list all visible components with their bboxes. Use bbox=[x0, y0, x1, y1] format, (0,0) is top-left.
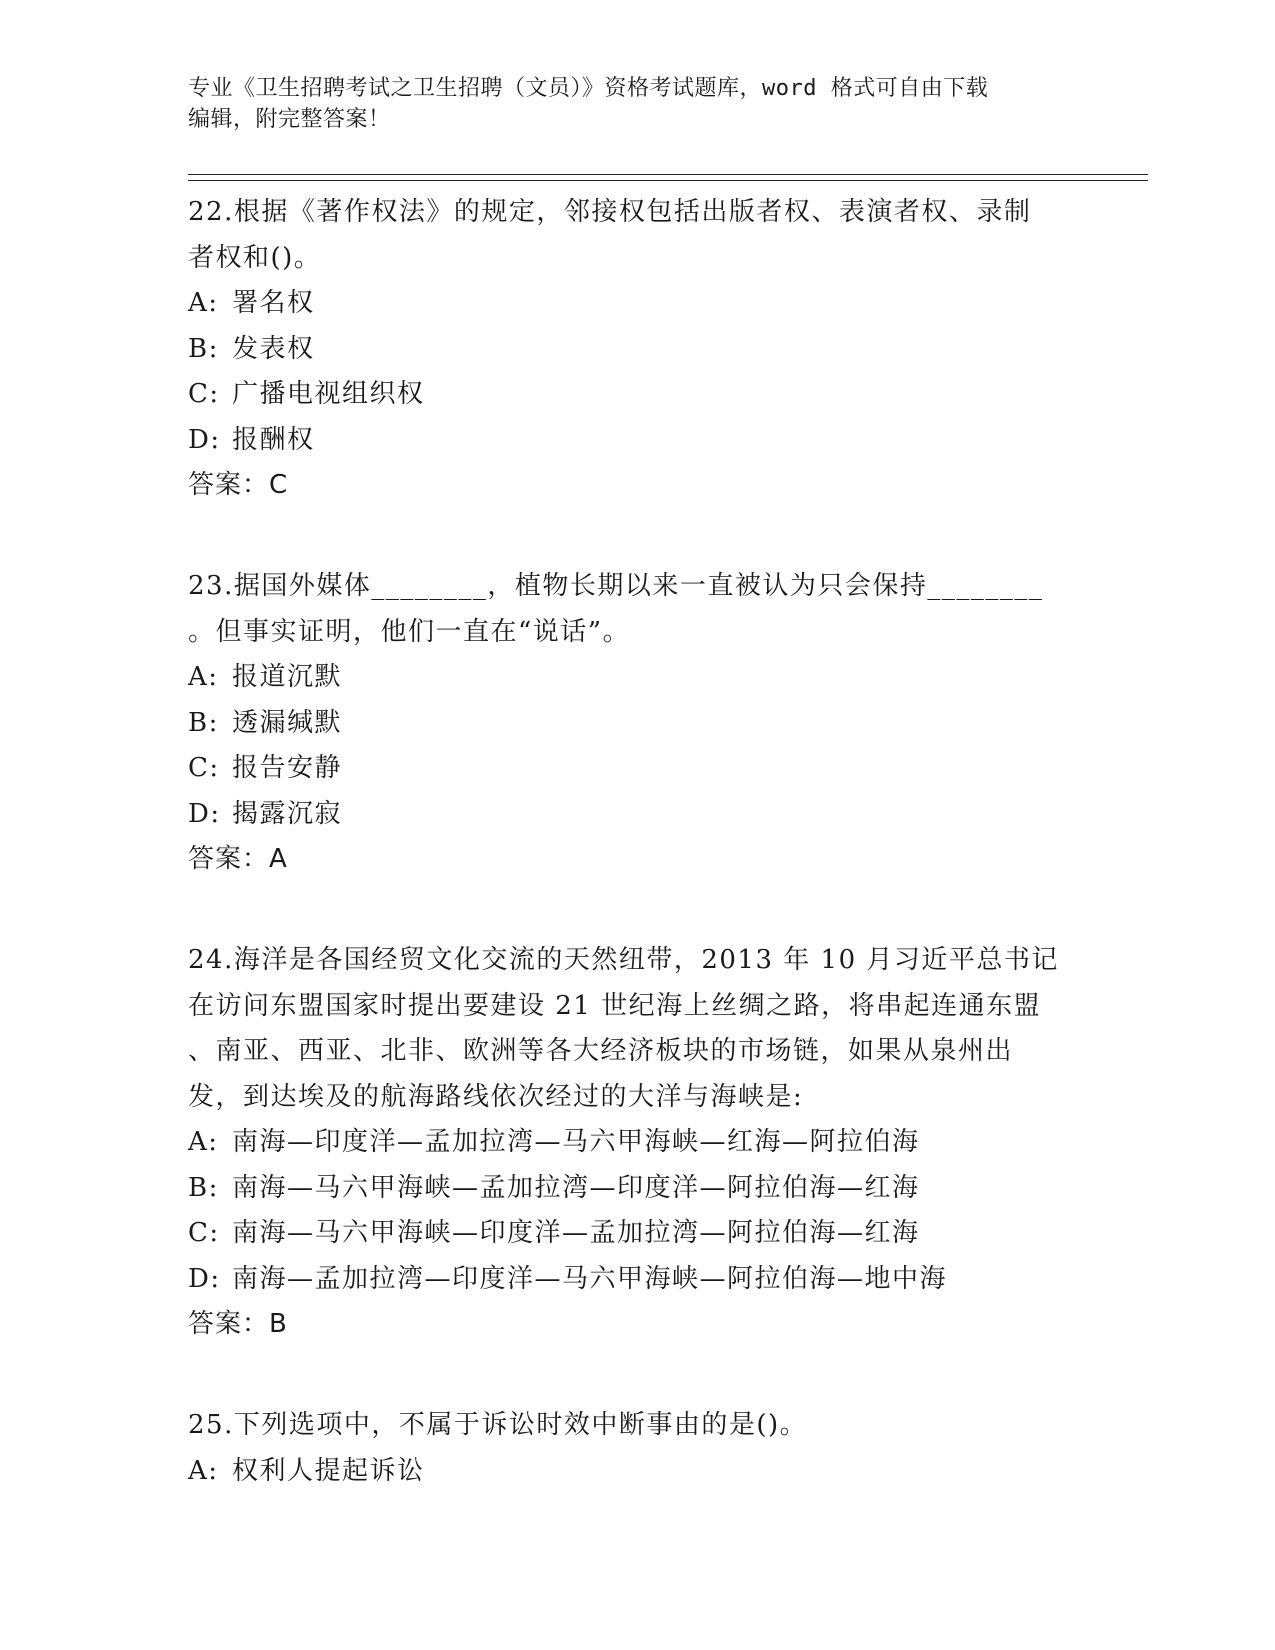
question-stem-line: 在访问东盟国家时提出要建设 21 世纪海上丝绸之路，将串起连通东盟 bbox=[188, 990, 1042, 1021]
option-letter: A: bbox=[188, 288, 219, 318]
option-text: 权利人提起诉讼 bbox=[232, 1455, 425, 1486]
question-stem-line: 。但事实证明，他们一直在“说话”。 bbox=[188, 616, 631, 647]
option-text: 南海—印度洋—孟加拉湾—马六甲海峡—红海—阿拉伯海 bbox=[232, 1127, 920, 1157]
header-line-1: 专业《卫生招聘考试之卫生招聘（文员）》资格考试题库，word 格式可自由下载 bbox=[188, 76, 989, 101]
option-letter: D: bbox=[188, 424, 221, 455]
option-text: 南海—马六甲海峡—印度洋—孟加拉湾—阿拉伯海—红海 bbox=[232, 1218, 920, 1248]
option-letter: A: bbox=[188, 1127, 219, 1157]
option-text: 发表权 bbox=[232, 333, 315, 364]
question-25 bbox=[188, 1403, 1088, 1494]
option-letter: C: bbox=[188, 379, 220, 409]
question-stem-line: 发，到达埃及的航海路线依次经过的大洋与海峡是: bbox=[188, 1081, 804, 1112]
option-letter: D: bbox=[188, 1263, 221, 1294]
answer-line: 答案：B bbox=[188, 1309, 288, 1339]
option-text: 南海—孟加拉湾—印度洋—马六甲海峡—阿拉伯海—地中海 bbox=[232, 1263, 948, 1294]
question-stem-line: 23.据国外媒体________，植物长期以来一直被认为只会保持________ bbox=[188, 571, 1044, 601]
option-letter: B: bbox=[188, 1172, 219, 1203]
question-24 bbox=[188, 938, 1088, 1347]
question-23 bbox=[188, 564, 1088, 882]
option-letter: C: bbox=[188, 753, 220, 783]
option-text: 报道沉默 bbox=[232, 662, 343, 692]
question-stem-line: 25.下列选项中，不属于诉讼时效中断事由的是()。 bbox=[188, 1410, 808, 1440]
option-b bbox=[188, 701, 1088, 747]
header-divider-top bbox=[188, 174, 1148, 175]
option-c bbox=[188, 1211, 1088, 1257]
answer-line: 答案：A bbox=[188, 844, 288, 874]
option-c bbox=[188, 746, 1088, 792]
option-letter: C: bbox=[188, 1218, 220, 1248]
option-b bbox=[188, 1166, 1088, 1212]
option-a bbox=[188, 655, 1088, 701]
question-stem-line: 24.海洋是各国经贸文化交流的天然纽带，2013 年 10 月习近平总书记 bbox=[188, 945, 1059, 975]
option-text: 南海—马六甲海峡—孟加拉湾—印度洋—阿拉伯海—红海 bbox=[232, 1172, 920, 1203]
option-text: 报告安静 bbox=[232, 753, 343, 783]
option-a bbox=[188, 1449, 1088, 1495]
option-d bbox=[188, 792, 1088, 838]
document-header bbox=[188, 73, 1068, 135]
option-a bbox=[188, 1120, 1088, 1166]
question-stem-line: 22.根据《著作权法》的规定，邻接权包括出版者权、表演者权、录制 bbox=[188, 197, 1032, 227]
question-stem-line: 、南亚、西亚、北非、欧洲等各大经济板块的市场链，如果从泉州出 bbox=[188, 1036, 1014, 1066]
option-text: 透漏缄默 bbox=[232, 707, 343, 738]
option-text: 揭露沉寂 bbox=[232, 798, 343, 829]
option-letter: B: bbox=[188, 333, 219, 364]
question-list bbox=[188, 190, 1088, 1550]
option-text: 报酬权 bbox=[232, 424, 315, 455]
option-letter: B: bbox=[188, 707, 219, 738]
question-22 bbox=[188, 190, 1088, 508]
option-letter: A: bbox=[188, 1455, 219, 1486]
header-line-2: 编辑，附完整答案！ bbox=[188, 107, 391, 132]
option-c bbox=[188, 372, 1088, 418]
option-text: 广播电视组织权 bbox=[232, 379, 425, 409]
header-divider-bottom bbox=[188, 180, 1148, 181]
option-d bbox=[188, 1257, 1088, 1303]
question-stem-line: 者权和()。 bbox=[188, 242, 322, 273]
answer-line: 答案：C bbox=[188, 470, 289, 500]
option-a bbox=[188, 281, 1088, 327]
option-letter: D: bbox=[188, 798, 221, 829]
option-d bbox=[188, 418, 1088, 464]
option-text: 署名权 bbox=[232, 288, 315, 318]
option-letter: A: bbox=[188, 662, 219, 692]
option-b bbox=[188, 327, 1088, 373]
